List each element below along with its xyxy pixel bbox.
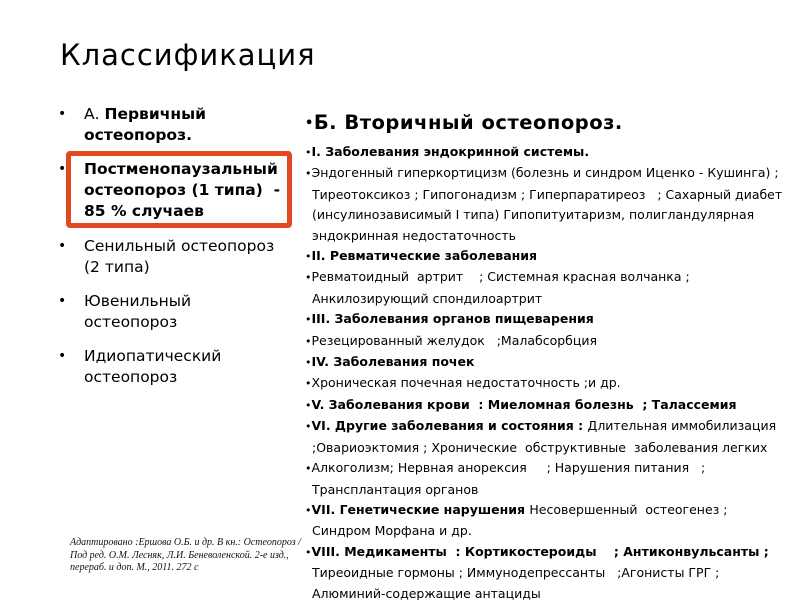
bullet-icon: • [305, 334, 312, 348]
bullet-icon: • [58, 238, 67, 254]
secondary-osteoporosis-list [305, 142, 787, 600]
bullet-icon: • [305, 313, 312, 327]
bullet-icon: • [305, 503, 312, 517]
bullet-icon: • [305, 356, 312, 370]
text-segment: Эндогенный гиперкортицизм (болезнь и синдром Иценко - Кушинга) ; Тиреотоксикоз ; Гипогонадизм ; Гиперпаратиреоз ; Сахарный диабет (инсулинозависимый I типа) Гипопитуитаризм, полигландулярная эндокринная недостаточность [311, 165, 787, 243]
text-segment: Несовершенный остеогенез ; Синдром Морфана и др. [312, 501, 732, 539]
slide-title: Классификация [60, 38, 316, 72]
list-item [58, 236, 300, 278]
list-item [305, 395, 783, 416]
text-segment: VII. Генетические нарушения [311, 501, 530, 517]
list-item [305, 331, 783, 352]
bullet-icon: • [305, 271, 312, 285]
secondary-osteoporosis-section [305, 110, 787, 600]
text-segment: А. [84, 105, 105, 123]
bullet-icon: • [305, 377, 312, 391]
bullet-icon: • [305, 462, 312, 476]
text-segment: Хроническая почечная недостаточность ;и др. [311, 375, 621, 391]
text-segment: Длительная иммобилизация ;Овариоэктомия ; Хронические обструктивные заболевания легких [312, 418, 781, 455]
secondary-heading-text: Б. Вторичный остеопороз. [313, 111, 623, 134]
highlighted-item-text [84, 159, 286, 222]
bullet-icon: • [58, 348, 67, 364]
list-item-text [84, 291, 286, 333]
list-item [305, 416, 783, 458]
text-segment: IV. Заболевания почек [311, 354, 475, 370]
text-segment: III. Заболевания органов пищеварения [311, 311, 594, 327]
bullet-icon: • [305, 250, 312, 264]
text-segment: I. Заболевания эндокринной системы. [311, 144, 590, 159]
text-segment: VI. Другие заболевания и состояния : [311, 418, 588, 434]
secondary-osteoporosis-heading [305, 110, 783, 137]
list-item [305, 246, 783, 267]
text-segment: Алкоголизм; Нервная анорексия ; Нарушения питания ; Трансплантация органов [311, 460, 710, 497]
text-segment: II. Ревматические заболевания [311, 248, 538, 264]
text-segment: Первичный остеопороз. [84, 105, 212, 144]
text-segment: Идиопатический остеопороз [84, 347, 227, 386]
list-item [305, 309, 783, 330]
bullet-icon: • [305, 398, 312, 412]
text-segment: VIII. Медикаменты : Кортикостероиды ; Антиконвульсанты ; [311, 543, 774, 559]
bullet-icon: • [305, 545, 312, 559]
list-item-text [84, 346, 286, 388]
text-segment: Ювенильный остеопороз [84, 292, 197, 331]
list-item [58, 291, 300, 333]
list-item [305, 142, 783, 163]
list-item [58, 159, 300, 222]
primary-osteoporosis-list [58, 104, 300, 401]
bullet-icon: • [305, 167, 312, 181]
citation-footnote: Адаптировано :Ершова О.Б. и др. В кн.: Остеопороз / Под ред. О.М. Лесняк, Л.И. Беневоленской. 2-е изд., перераб. и доп. М., 2011. 272 с [70, 537, 301, 573]
list-item-text [84, 236, 286, 278]
list-item [58, 104, 300, 146]
list-item [305, 373, 783, 394]
bullet-icon: • [305, 146, 312, 159]
bullet-icon: • [305, 116, 314, 131]
bullet-icon: • [305, 420, 312, 434]
list-item-text [84, 104, 286, 146]
list-item [305, 352, 783, 373]
bullet-icon: • [58, 293, 67, 309]
text-segment: Сенильный остеопороз (2 типа) [84, 237, 280, 276]
list-item [305, 163, 787, 246]
list-item [305, 267, 783, 309]
bullet-icon: • [58, 161, 67, 177]
list-item [305, 458, 783, 500]
text-segment: Ревматоидный артрит ; Системная красная волчанка ; Анкилозирующий спондилоартрит [311, 269, 694, 306]
list-item [305, 500, 783, 542]
text-segment: Резецированный желудок ;Малабсорбция [311, 332, 598, 348]
text-segment: Постменопаузальный остеопороз (1 типа) - 85 % случаев [84, 160, 286, 220]
text-segment: Тиреоидные гормоны ; Иммунодепрессанты ;Агонисты ГРГ ; Алюминий-содержащие антациды [312, 565, 724, 600]
list-item [305, 542, 783, 600]
text-segment: V. Заболевания крови : Миеломная болезнь ; Талассемия [311, 396, 737, 412]
list-item [58, 346, 300, 388]
bullet-icon: • [58, 106, 67, 122]
